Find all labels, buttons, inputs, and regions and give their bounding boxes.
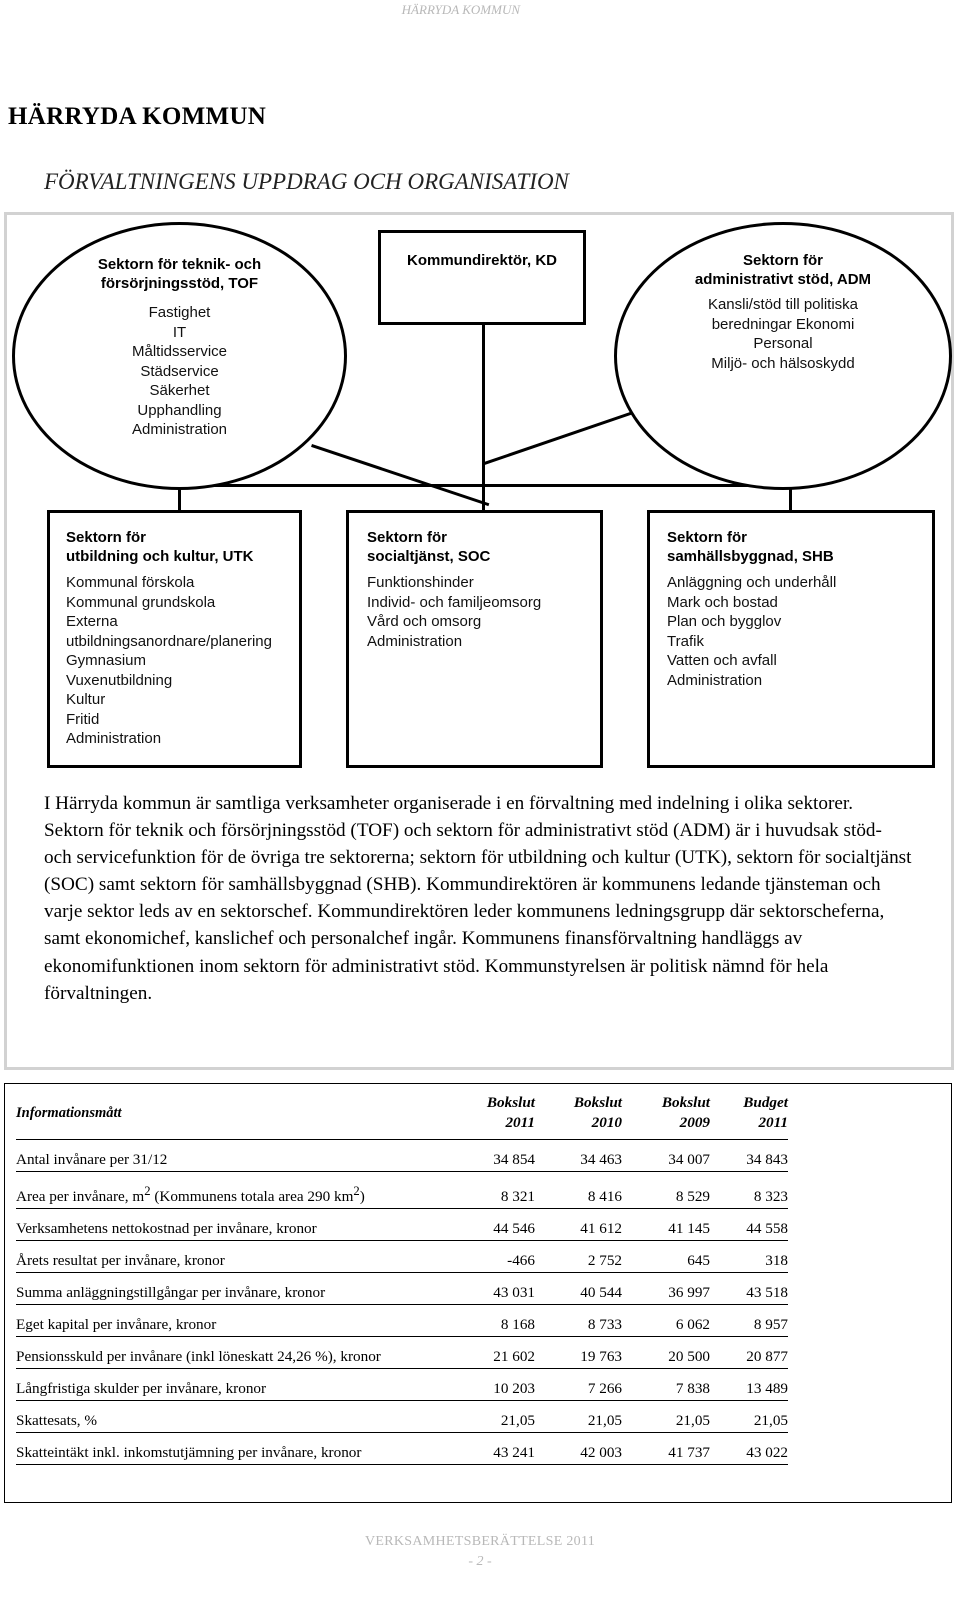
table-row: [16, 1305, 788, 1337]
row-label: Pensionsskuld per invånare (inkl löneskatt 24,26 %), kronor: [16, 1337, 446, 1369]
shb-title-line: samhällsbyggnad, SHB: [667, 548, 834, 565]
row-value: 20 500: [622, 1337, 710, 1369]
soc-title-line: socialtjänst, SOC: [367, 548, 491, 565]
utk-item: Fritid: [66, 710, 100, 728]
column-heading: Bokslut: [573, 1094, 622, 1111]
row-label: Summa anläggningstillgångar per invånare, kronor: [16, 1273, 446, 1305]
row-label: Långfristiga skulder per invånare, kronor: [16, 1369, 446, 1401]
row-value: 40 544: [535, 1273, 622, 1305]
footer-page-number: - 2 -: [468, 1554, 492, 1569]
row-value: 8 733: [535, 1305, 622, 1337]
column-heading: Bokslut: [486, 1094, 535, 1111]
org-node-soc: [346, 510, 603, 768]
utk-title: [66, 528, 299, 566]
row-value: 36 997: [622, 1273, 710, 1305]
column-heading: Bokslut: [661, 1094, 710, 1111]
row-label: Eget kapital per invånare, kronor: [16, 1305, 446, 1337]
tof-item: IT: [172, 323, 187, 341]
page-subtitle: FÖRVALTNINGENS UPPDRAG OCH ORGANISATION: [44, 169, 569, 194]
soc-title: [367, 528, 600, 566]
table-row: [16, 1337, 788, 1369]
connector-kd-down: [482, 325, 485, 462]
utk-items: [66, 573, 299, 749]
adm-items: [617, 295, 949, 373]
table-row: [16, 1273, 788, 1305]
tof-items: [15, 303, 344, 440]
tof-item: Administration: [131, 421, 228, 438]
row-value: 44 558: [710, 1209, 788, 1241]
adm-title: [617, 251, 949, 289]
shb-item: Anläggning och underhåll: [667, 574, 837, 591]
column-year: 2011: [758, 1114, 788, 1131]
row-label: Verksamhetens nettokostnad per invånare, kronor: [16, 1209, 446, 1241]
column-year: 2011: [505, 1114, 535, 1131]
shb-title-line: Sektorn för: [667, 529, 748, 546]
shb-item: Administration: [667, 671, 763, 689]
row-value: 8 957: [710, 1305, 788, 1337]
utk-title-line: utbildning och kultur, UTK: [66, 548, 254, 565]
shb-item: Plan och bygglov: [667, 613, 782, 630]
table-header-cell: [446, 1093, 535, 1140]
row-value: 21,05: [446, 1401, 535, 1433]
table-header-cell: [622, 1093, 710, 1140]
org-node-shb: [647, 510, 935, 768]
row-value: 7 266: [535, 1369, 622, 1401]
row-value: 34 007: [622, 1140, 710, 1172]
row-value: 7 838: [622, 1369, 710, 1401]
footer-report-title: VERKSAMHETSBERÄTTELSE 2011: [364, 1534, 596, 1549]
row-value: 43 022: [710, 1433, 788, 1465]
soc-item: Individ- och familjeomsorg: [367, 593, 542, 611]
utk-item: Kommunal förskola: [66, 574, 195, 591]
shb-title: [667, 528, 932, 566]
table-row: [16, 1209, 788, 1241]
row-value: 8 321: [446, 1172, 535, 1209]
table-row: [16, 1140, 788, 1172]
tof-item: Städservice: [140, 362, 219, 380]
shb-item: Vatten och avfall: [667, 652, 777, 669]
adm-title-line: Sektorn för: [742, 252, 823, 269]
row-value: 43 518: [710, 1273, 788, 1305]
tof-item: Måltidsservice: [131, 343, 228, 360]
org-node-kd: [378, 230, 586, 325]
tof-title-line: Sektorn för teknik- och: [97, 256, 262, 273]
utk-item: Kultur: [66, 691, 106, 708]
row-label: Skattesats, %: [16, 1401, 446, 1433]
shb-items: [667, 573, 932, 690]
soc-items: [367, 573, 600, 651]
utk-item: Kommunal grundskola: [66, 593, 216, 611]
tof-title: [15, 255, 344, 293]
row-value: 21,05: [622, 1401, 710, 1433]
soc-title-line: Sektorn för: [367, 529, 448, 546]
kd-title: Kommundirektör, KD: [406, 252, 557, 269]
organisation-description: I Härryda kommun är samtliga verksamheter organiserade i en förvaltning med indelning i olika sektorer. Sektorn för teknik och försörjningsstöd (TOF) och sektorn för administrativt stöd (ADM) är i huvudsak stöd- och servicefunktion för de övriga tre sektorerna; sektorn för utbildning och kultur (UTK), sektorn för socialtjänst (SOC) samt sektorn för samhällsbyggnad (SHB). Kommundirektören är kommunens ledande tjänsteman och varje sektor leds av en sektorschef. Kommundirektören leder kommunens ledningsgrupp där sektorscheferna, samt ekonomichef, kanslichef och personalchef ingår. Kommunens finansförvaltning handläggs av ekonomifunktionen inom sektorn för administrativt stöd. Kommunstyrelsen är politisk nämnd för hela förvaltningen.: [44, 793, 912, 1004]
row-value: 318: [710, 1241, 788, 1273]
info-table: [16, 1093, 788, 1465]
utk-item: utbildningsanordnare/planering: [66, 632, 272, 650]
row-label: Antal invånare per 31/12: [16, 1140, 446, 1172]
shb-item: Trafik: [667, 632, 704, 650]
org-node-adm: [614, 222, 952, 490]
connector-soc: [482, 462, 485, 512]
tof-item: Upphandling: [137, 401, 222, 419]
page-title: HÄRRYDA KOMMUN: [8, 103, 267, 130]
row-label: Årets resultat per invånare, kronor: [16, 1241, 446, 1273]
column-year: 2010: [591, 1114, 622, 1131]
row-value: 34 843: [710, 1140, 788, 1172]
row-value: 8 416: [535, 1172, 622, 1209]
table-row: [16, 1433, 788, 1465]
column-heading: Budget: [743, 1094, 788, 1111]
adm-title-line: administrativt stöd, ADM: [694, 271, 872, 288]
table-row: [16, 1401, 788, 1433]
org-node-utk: [47, 510, 302, 768]
soc-item: Funktionshinder: [367, 574, 474, 591]
tof-title-line: försörjningsstöd, TOF: [100, 275, 259, 292]
adm-item: beredningar Ekonomi: [711, 315, 855, 333]
row-value: 20 877: [710, 1337, 788, 1369]
tof-item: Fastighet: [148, 304, 211, 321]
row-value: 13 489: [710, 1369, 788, 1401]
connector-horizontal: [178, 484, 792, 487]
utk-item: Gymnasium: [66, 652, 147, 669]
row-value: -466: [446, 1241, 535, 1273]
soc-item: Vård och omsorg: [367, 613, 482, 630]
row-value: 41 145: [622, 1209, 710, 1241]
table-row: [16, 1369, 788, 1401]
table-row: [16, 1241, 788, 1273]
column-year: 2009: [679, 1114, 710, 1131]
row-value: 41 737: [622, 1433, 710, 1465]
tof-item: Säkerhet: [149, 382, 210, 399]
table-header-row: [16, 1093, 788, 1140]
table-header-label: Informationsmått: [16, 1093, 446, 1140]
row-label: Skatteintäkt inkl. inkomstutjämning per invånare, kronor: [16, 1433, 446, 1465]
row-value: 6 062: [622, 1305, 710, 1337]
table-header-cell: [710, 1093, 788, 1140]
row-label: Area per invånare, $m^2$ (Kommunens totala area 290 $km^2$): [16, 1172, 446, 1209]
row-value: 21,05: [535, 1401, 622, 1433]
row-value: 43 241: [446, 1433, 535, 1465]
row-value: 21,05: [710, 1401, 788, 1433]
utk-title-line: Sektorn för: [66, 529, 147, 546]
row-value: 645: [622, 1241, 710, 1273]
row-value: 8 323: [710, 1172, 788, 1209]
row-value: 19 763: [535, 1337, 622, 1369]
adm-item: Personal: [753, 335, 813, 352]
running-header: HÄRRYDA KOMMUN: [401, 2, 520, 17]
row-value: 34 463: [535, 1140, 622, 1172]
row-value: 21 602: [446, 1337, 535, 1369]
row-value: 42 003: [535, 1433, 622, 1465]
adm-item: Kansli/stöd till politiska: [707, 296, 859, 313]
row-value: 8 529: [622, 1172, 710, 1209]
utk-item: Externa: [66, 613, 118, 630]
utk-item: Administration: [66, 730, 162, 747]
table-header-cell: [535, 1093, 622, 1140]
shb-item: Mark och bostad: [667, 593, 778, 611]
row-value: 10 203: [446, 1369, 535, 1401]
row-value: 41 612: [535, 1209, 622, 1241]
row-value: 34 854: [446, 1140, 535, 1172]
row-value: 2 752: [535, 1241, 622, 1273]
adm-item: Miljö- och hälsoskydd: [711, 354, 855, 372]
table-row: [16, 1172, 788, 1209]
utk-item: Vuxenutbildning: [66, 671, 173, 689]
org-node-tof: [12, 222, 347, 490]
row-value: 43 031: [446, 1273, 535, 1305]
row-value: 44 546: [446, 1209, 535, 1241]
soc-item: Administration: [367, 632, 463, 650]
row-value: 8 168: [446, 1305, 535, 1337]
